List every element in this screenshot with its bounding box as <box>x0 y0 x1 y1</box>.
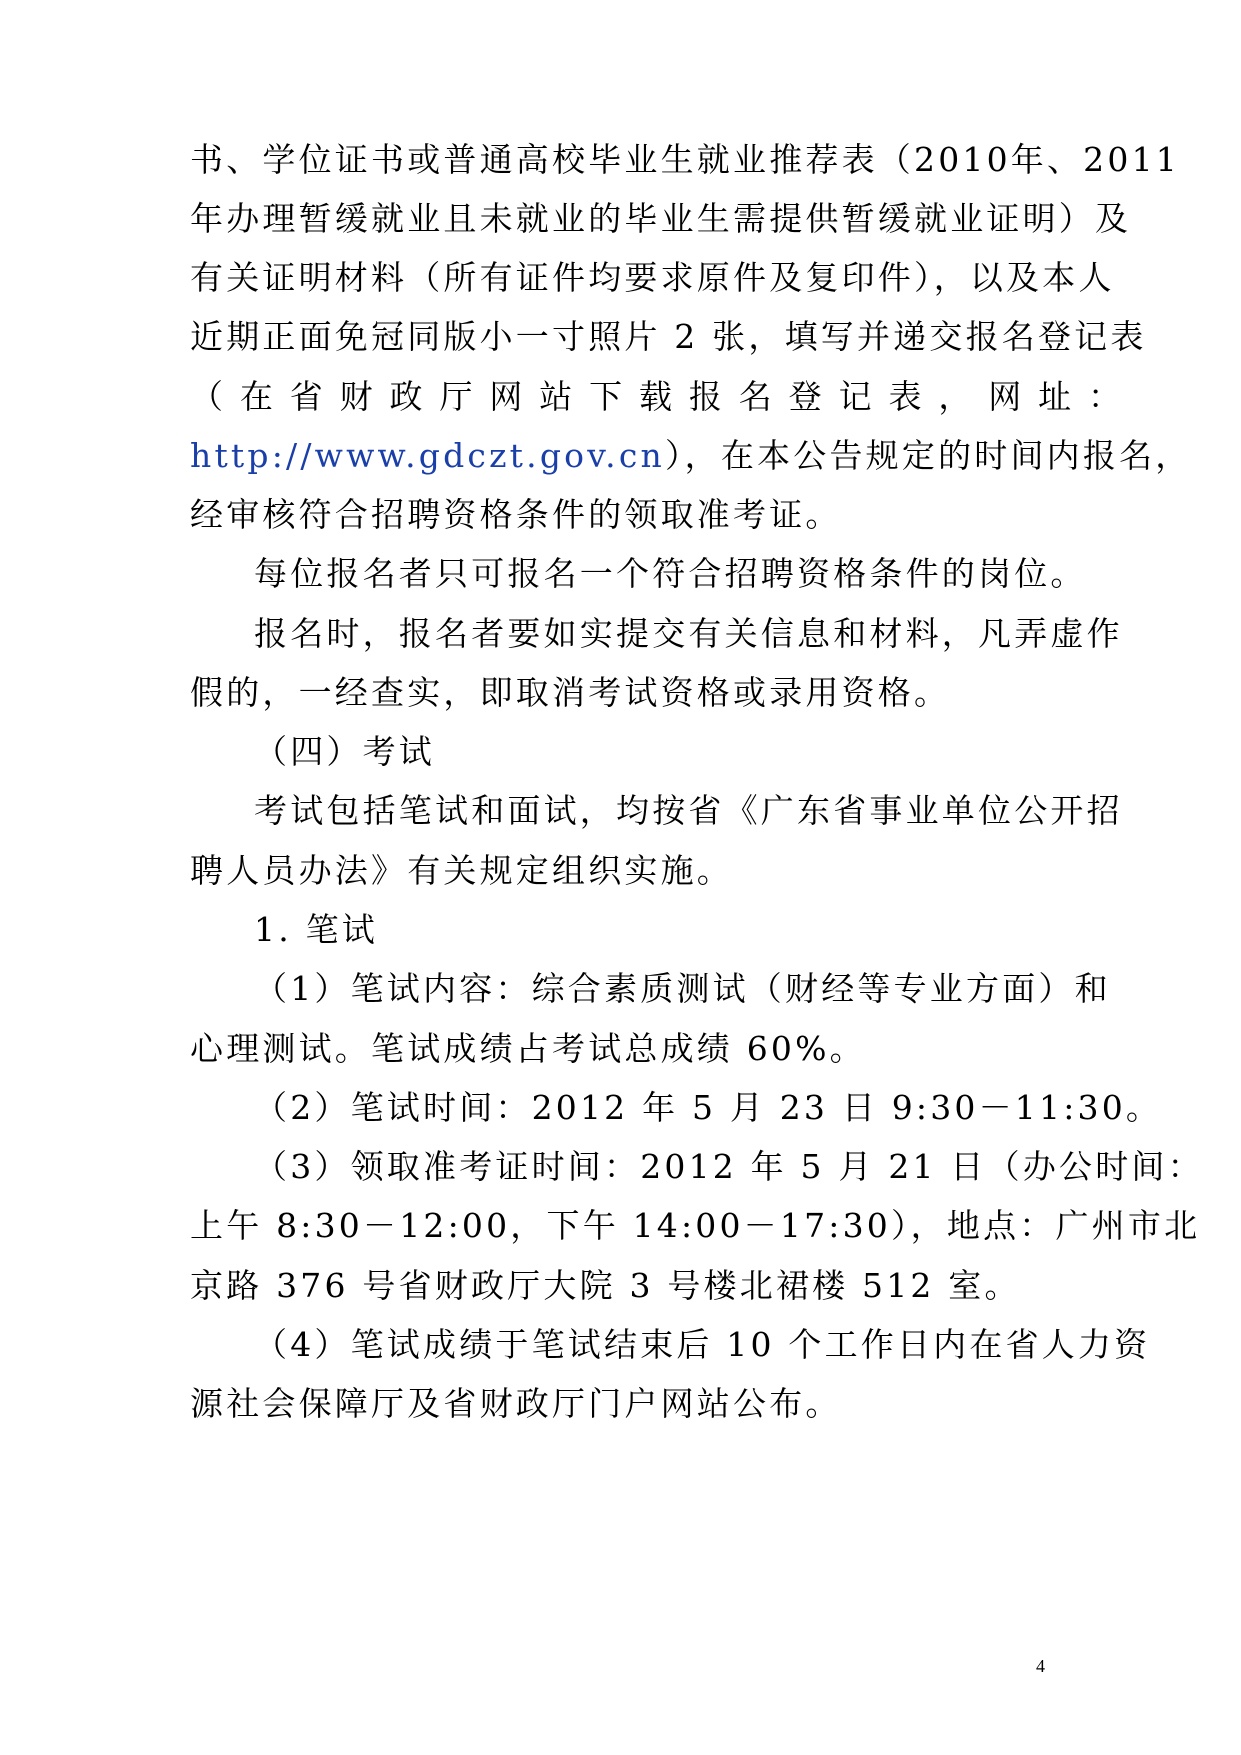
paragraph-line: （1）笔试内容：综合素质测试（财经等专业方面）和 <box>254 969 1111 1008</box>
paragraph-line: （2）笔试时间：2012 年 5 月 23 日 9:30－11:30。 <box>254 1088 1163 1127</box>
paragraph-line: 经审核符合招聘资格条件的领取准考证。 <box>190 495 842 534</box>
paragraph-line: 书、学位证书或普通高校毕业生就业推荐表（2010年、2011 <box>190 140 1180 179</box>
paragraph-line: （4）笔试成绩于笔试结束后 10 个工作日内在省人力资 <box>254 1325 1151 1364</box>
paragraph-line: 年办理暂缓就业且未就业的毕业生需提供暂缓就业证明）及 <box>190 199 1132 238</box>
paragraph-line: 考试包括笔试和面试，均按省《广东省事业单位公开招 <box>254 791 1123 830</box>
paragraph-line: 上午 8:30－12:00，下午 14:00－17:30），地点：广州市北 <box>190 1206 1201 1245</box>
paragraph-line: （ 在 省 财 政 厅 网 站 下 载 报 名 登 记 表 ， 网 址 ： <box>190 377 1125 416</box>
paragraph-line: 报名时，报名者要如实提交有关信息和材料，凡弄虚作 <box>254 614 1123 653</box>
page-number: 4 <box>1036 1656 1045 1676</box>
subsection-heading: 1. 笔试 <box>254 910 378 949</box>
paragraph-line-with-link <box>190 436 1192 476</box>
paragraph-line: 近期正面免冠同版小一寸照片 2 张，填写并递交报名登记表 <box>190 317 1147 356</box>
paragraph-text: ），在本公告规定的时间内报名， <box>664 436 1192 475</box>
paragraph-line: 京路 376 号省财政厅大院 3 号楼北裙楼 512 室。 <box>190 1266 1021 1305</box>
paragraph-line: 每位报名者只可报名一个符合招聘资格条件的岗位。 <box>254 554 1087 593</box>
paragraph-line: 有关证明材料（所有证件均要求原件及复印件），以及本人 <box>190 258 1115 297</box>
paragraph-line: 假的，一经查实，即取消考试资格或录用资格。 <box>190 673 951 712</box>
website-link[interactable]: http://www.gdczt.gov.cn <box>190 436 665 475</box>
paragraph-line: 源社会保障厅及省财政厅门户网站公布。 <box>190 1384 842 1423</box>
paragraph-line: （3）领取准考证时间：2012 年 5 月 21 日（办公时间： <box>254 1147 1204 1186</box>
paragraph-line: 聘人员办法》有关规定组织实施。 <box>190 851 733 890</box>
section-heading: （四）考试 <box>254 732 435 771</box>
paragraph-line: 心理测试。笔试成绩占考试总成绩 60%。 <box>190 1029 866 1068</box>
